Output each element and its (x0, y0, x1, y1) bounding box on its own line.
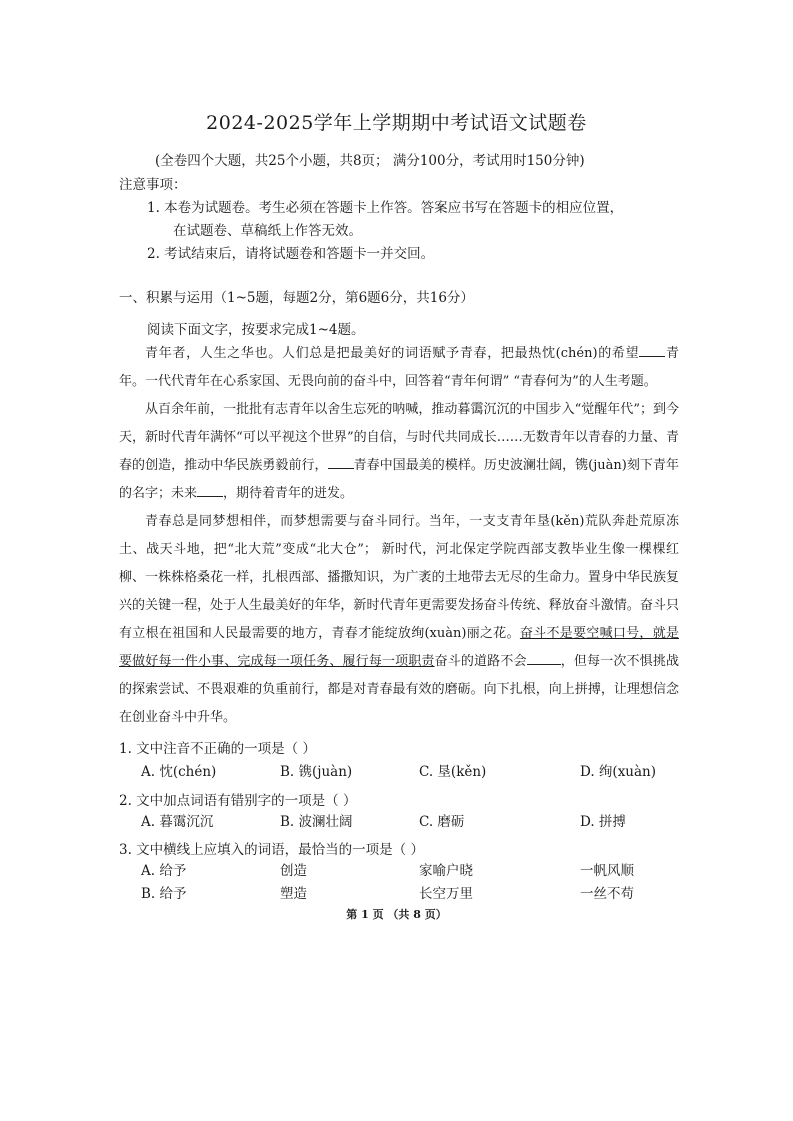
notice-item-1-cont: 在试题卷、草稿纸上作答无效。 (173, 223, 362, 239)
passage-text: 青年。一代代青年在心系家国、无畏向前的奋斗中，回答着“青年何谓” “青春何为”的人生考题。 (119, 346, 679, 389)
question-3-stem: 3. 文中横线上应填入的词语，最恰当的一项是（ ） (119, 842, 424, 858)
question-3-option-b-word4: 一丝不苟 (580, 886, 634, 902)
passage-text: 青年者，人生之华也。人们总是把最美好的词语赋予青春，把最热忱(chén)的希望 (145, 346, 640, 361)
exam-info: (全卷四个大题，共25个小题，共8页； 满分100分，考试用时150分钟) (155, 153, 585, 169)
question-2-option-d: D. 拼搏 (580, 814, 626, 830)
question-3-option-b-word2: 塑造 (280, 886, 307, 902)
passage-paragraph (119, 340, 679, 396)
page-title: 2024-2025学年上学期期中考试语文试题卷 (206, 112, 587, 134)
notice-item-2: 2. 考试结束后，请将试题卷和答题卡一并交回。 (147, 246, 435, 262)
question-2-option-c: C. 磨砺 (419, 814, 465, 830)
reading-passage (119, 340, 679, 732)
passage-text: 青春总是同梦想相伴，而梦想需要与奋斗同行。当年，一支支青年垦(kěn)荒队奔赴荒原冻土、战天斗地，把“北大荒”变成“北大仓”； 新时代，河北保定学院西部支教毕业生像一棵棵红柳、一株株格桑花一样，扎根西部、播撒知识，为广袤的土地带去无尽的生命力。置身中华民族复兴的关键一程，处于人生最美好的年华，新时代青年更需要发扬奋斗传统、释放奋斗激情。奋斗只有立根在祖国和人民最需要的地方，青春才能绽放绚(xuàn)丽之花。 (119, 514, 679, 641)
question-3-option-a-word2: 创造 (280, 863, 307, 879)
question-1-stem: 1. 文中注音不正确的一项是（ ） (119, 741, 316, 757)
passage-text: ，但每一次不惧挑战的探索尝试、不畏艰难的负重前行，都是对青春最有效的磨砺。向下扎根，向上拼搏，让理想信念在创业奋斗中升华。 (119, 654, 679, 725)
passage-text: 奋斗的道路不会 (434, 654, 527, 669)
answer-blank (639, 342, 665, 357)
passage-text: ，期待着青年的迸发。 (223, 486, 354, 501)
question-1-option-c: C. 垦(kěn) (419, 764, 487, 780)
answer-blank (527, 650, 561, 665)
notice-heading: 注意事项： (119, 177, 187, 193)
question-3-option-a-word3: 家喻户晓 (419, 863, 473, 879)
passage-text: 从百余年前，一批批有志青年以舍生忘死的呐喊，推动暮霭沉沉的中国步入“觉醒年代”；到今天，新时代青年满怀“可以平视这个世界”的自信，与时代共同成长……无数青年以青春的力量、青春的创造，推动中华民族勇毅前行， (119, 402, 679, 473)
page-footer: 第 1 页 （共 8 页） (346, 908, 447, 921)
question-3-option-b-word1: B. 给予 (141, 886, 187, 902)
question-3-option-b-word3: 长空万里 (419, 886, 473, 902)
answer-blank (197, 482, 223, 497)
answer-blank (328, 454, 354, 469)
question-1-option-d: D. 绚(xuàn) (580, 764, 657, 780)
underlined-sentence: 奋斗不是要空喊口号，就是要做好每一件小事、完成每一项任务、履行每一项职责 (119, 626, 679, 669)
notice-item-1: 1. 本卷为试题卷。考生必须在答题卡上作答。答案应书写在答题卡的相应位置， (147, 200, 624, 216)
question-2-option-b: B. 波澜壮阔 (280, 814, 353, 830)
question-3-option-a-word1: A. 给予 (141, 863, 187, 879)
passage-paragraph (119, 508, 679, 732)
question-2-stem: 2. 文中加点词语有错别字的一项是（ ） (119, 793, 357, 809)
question-2-option-a: A. 暮霭沉沉 (141, 814, 214, 830)
passage-text: 青春中国最美的模样。历史波澜壮阔，镌(juàn)刻下青年的名字；未来 (119, 458, 679, 501)
passage-paragraph (119, 396, 679, 508)
question-1-option-a: A. 忱(chén) (141, 764, 217, 780)
reading-instruction: 阅读下面文字，按要求完成1~4题。 (147, 322, 365, 338)
section-heading: 一、积累与运用（1~5题，每题2分，第6题6分，共16分） (119, 290, 474, 306)
question-3-option-a-word4: 一帆风顺 (580, 863, 634, 879)
question-1-option-b: B. 镌(juàn) (280, 764, 353, 780)
